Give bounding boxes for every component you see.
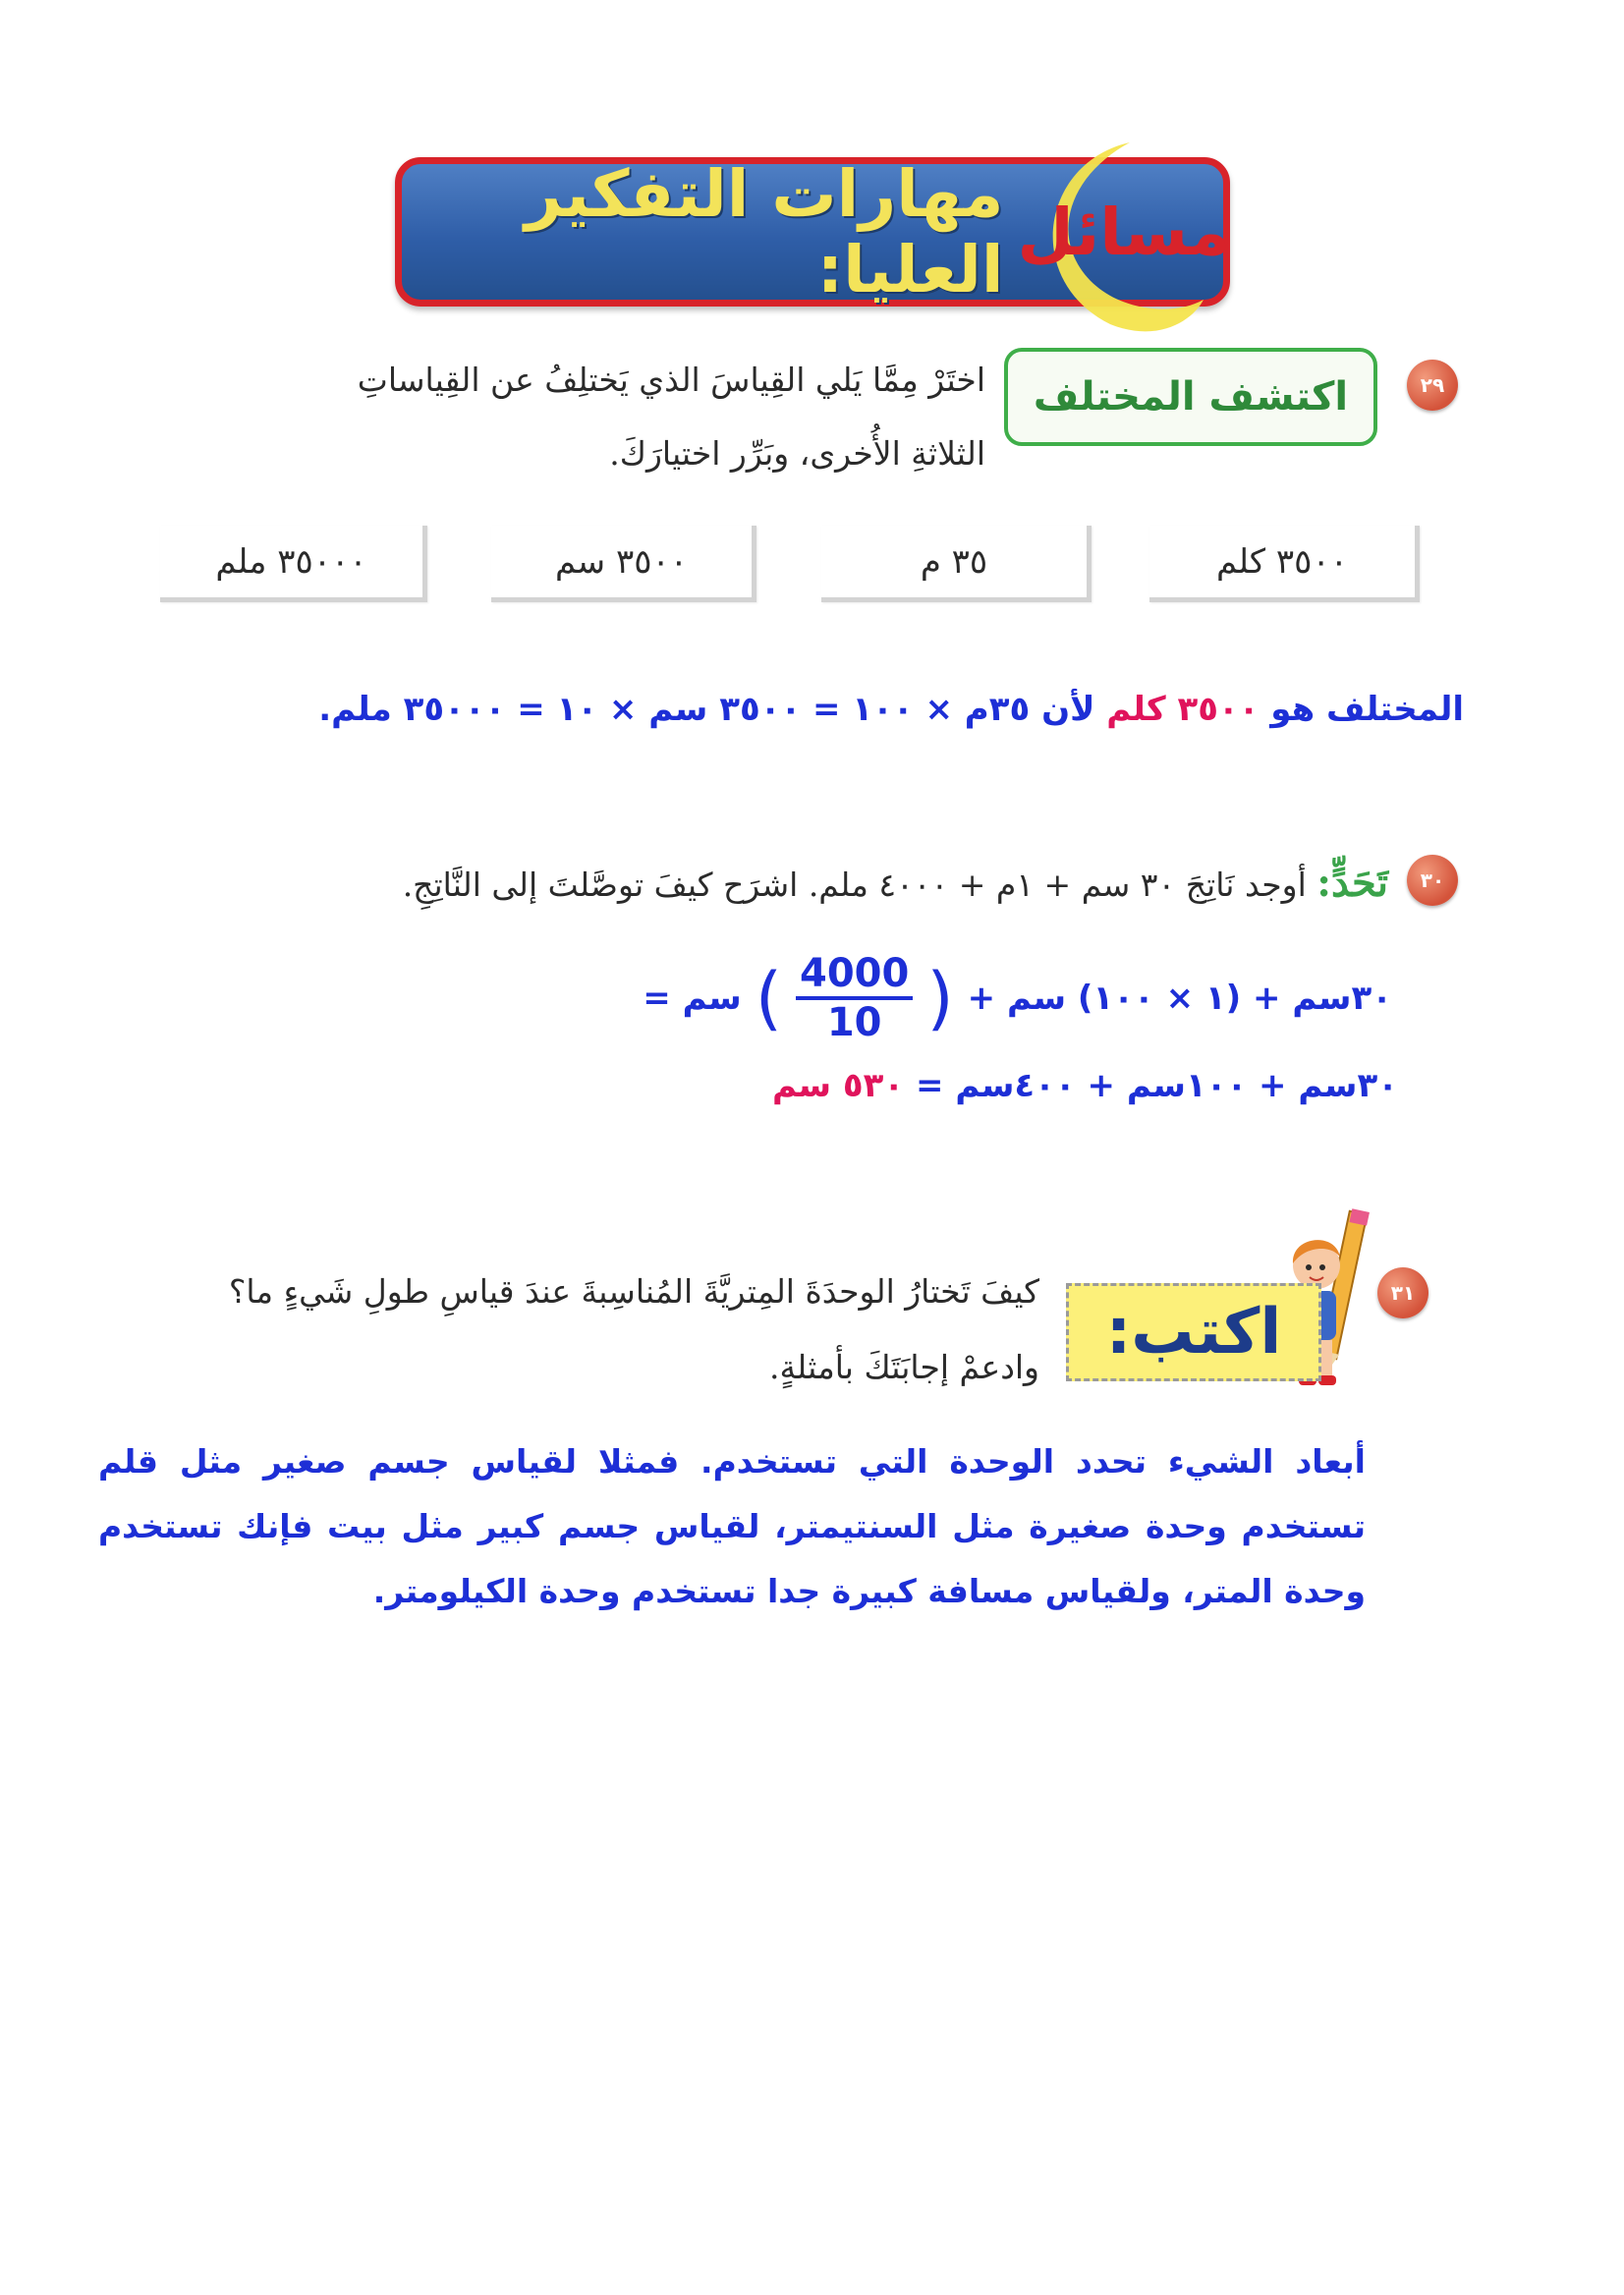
- equation-30-part-a: ٣٠سم + (١ × ١٠٠) سم +: [967, 979, 1392, 1018]
- title-main-text: مهارات التفكير العليا:: [525, 156, 1004, 308]
- question-29-line-2: الثلاثةِ الأُخرى، وبَرِّر اختيارَكَ.: [609, 434, 985, 473]
- write-label: اكتب:: [1066, 1283, 1321, 1381]
- answer-29-part-3: لأن ٣٥م × ١٠٠ = ٣٥٠٠ سم × ١٠ = ٣٥٠٠٠ ملم.: [318, 690, 1095, 729]
- paren-close: ): [755, 958, 783, 1038]
- equation-30-part-b: سم =: [643, 979, 742, 1018]
- section-title: [395, 157, 1230, 307]
- equation-30-line-2-part-a: ٣٠سم + ١٠٠سم + ٤٠٠سم =: [904, 1066, 1398, 1105]
- option-card-3: ٣٥٠٠ سم: [491, 526, 756, 602]
- title-red-word: مسائل: [1017, 194, 1230, 270]
- question-30-text: [111, 847, 1388, 922]
- question-number-29: ٢٩: [1407, 360, 1458, 411]
- option-card-4: ٣٥٠٠٠ ملم: [160, 526, 427, 602]
- question-30-body: أوجد نَاتِجَ ٣٠ سم + ١م + ٤٠٠٠ ملم. اشرَح كيفَ توصَّلتَ إلى النَّاتِجِ.: [402, 866, 1307, 904]
- paren-open: (: [926, 958, 954, 1038]
- equation-30-result: ٥٣٠ سم: [771, 1066, 905, 1105]
- question-31-line-2: وادعمْ إجابَتَكَ بأمثلةٍ.: [769, 1348, 1039, 1386]
- fraction-numerator: 4000: [796, 951, 913, 1000]
- question-number-30: ٣٠: [1407, 855, 1458, 906]
- equation-30-line-2: [772, 1066, 1398, 1105]
- fraction: [796, 951, 913, 1045]
- question-31-line-1: كيفَ تَختارُ الوحدَةَ المِتريَّةَ المُناسِبةَ عندَ قياسِ طولِ شَيءٍ ما؟: [228, 1272, 1039, 1311]
- equation-30-line-1: [643, 951, 1392, 1045]
- option-card-2: ٣٥ م: [821, 526, 1092, 602]
- answer-31: أبعاد الشيء تحدد الوحدة التي تستخدم. فمثلا لقياس جسم صغير مثل قلم تستخدم وحدة صغيرة مثل السنتيمتر، لقياس جسم كبير مثل بيت فإنك تستخدم وحدة المتر، ولقياس مسافة كبيرة جدا تستخدم وحدة الكيلومتر.: [98, 1442, 1366, 1610]
- answer-29-part-1: المختلف هو: [1270, 690, 1464, 729]
- option-card-1: ٣٥٠٠ كلم: [1149, 526, 1420, 602]
- discover-different-label: اكتشف المختلف: [1004, 348, 1377, 446]
- question-number-31: ٣١: [1377, 1267, 1428, 1318]
- question-29-line-1: اختَرْ مِمَّا يَلي القِياسَ الذي يَختلِفُ عن القِياساتِ: [357, 361, 985, 399]
- answer-29-highlight: ٣٥٠٠ كلم: [1106, 690, 1260, 729]
- fraction-denominator: 10: [826, 1000, 882, 1045]
- challenge-label: تَحَدٍّ:: [1316, 860, 1388, 906]
- answer-29: [318, 690, 1464, 729]
